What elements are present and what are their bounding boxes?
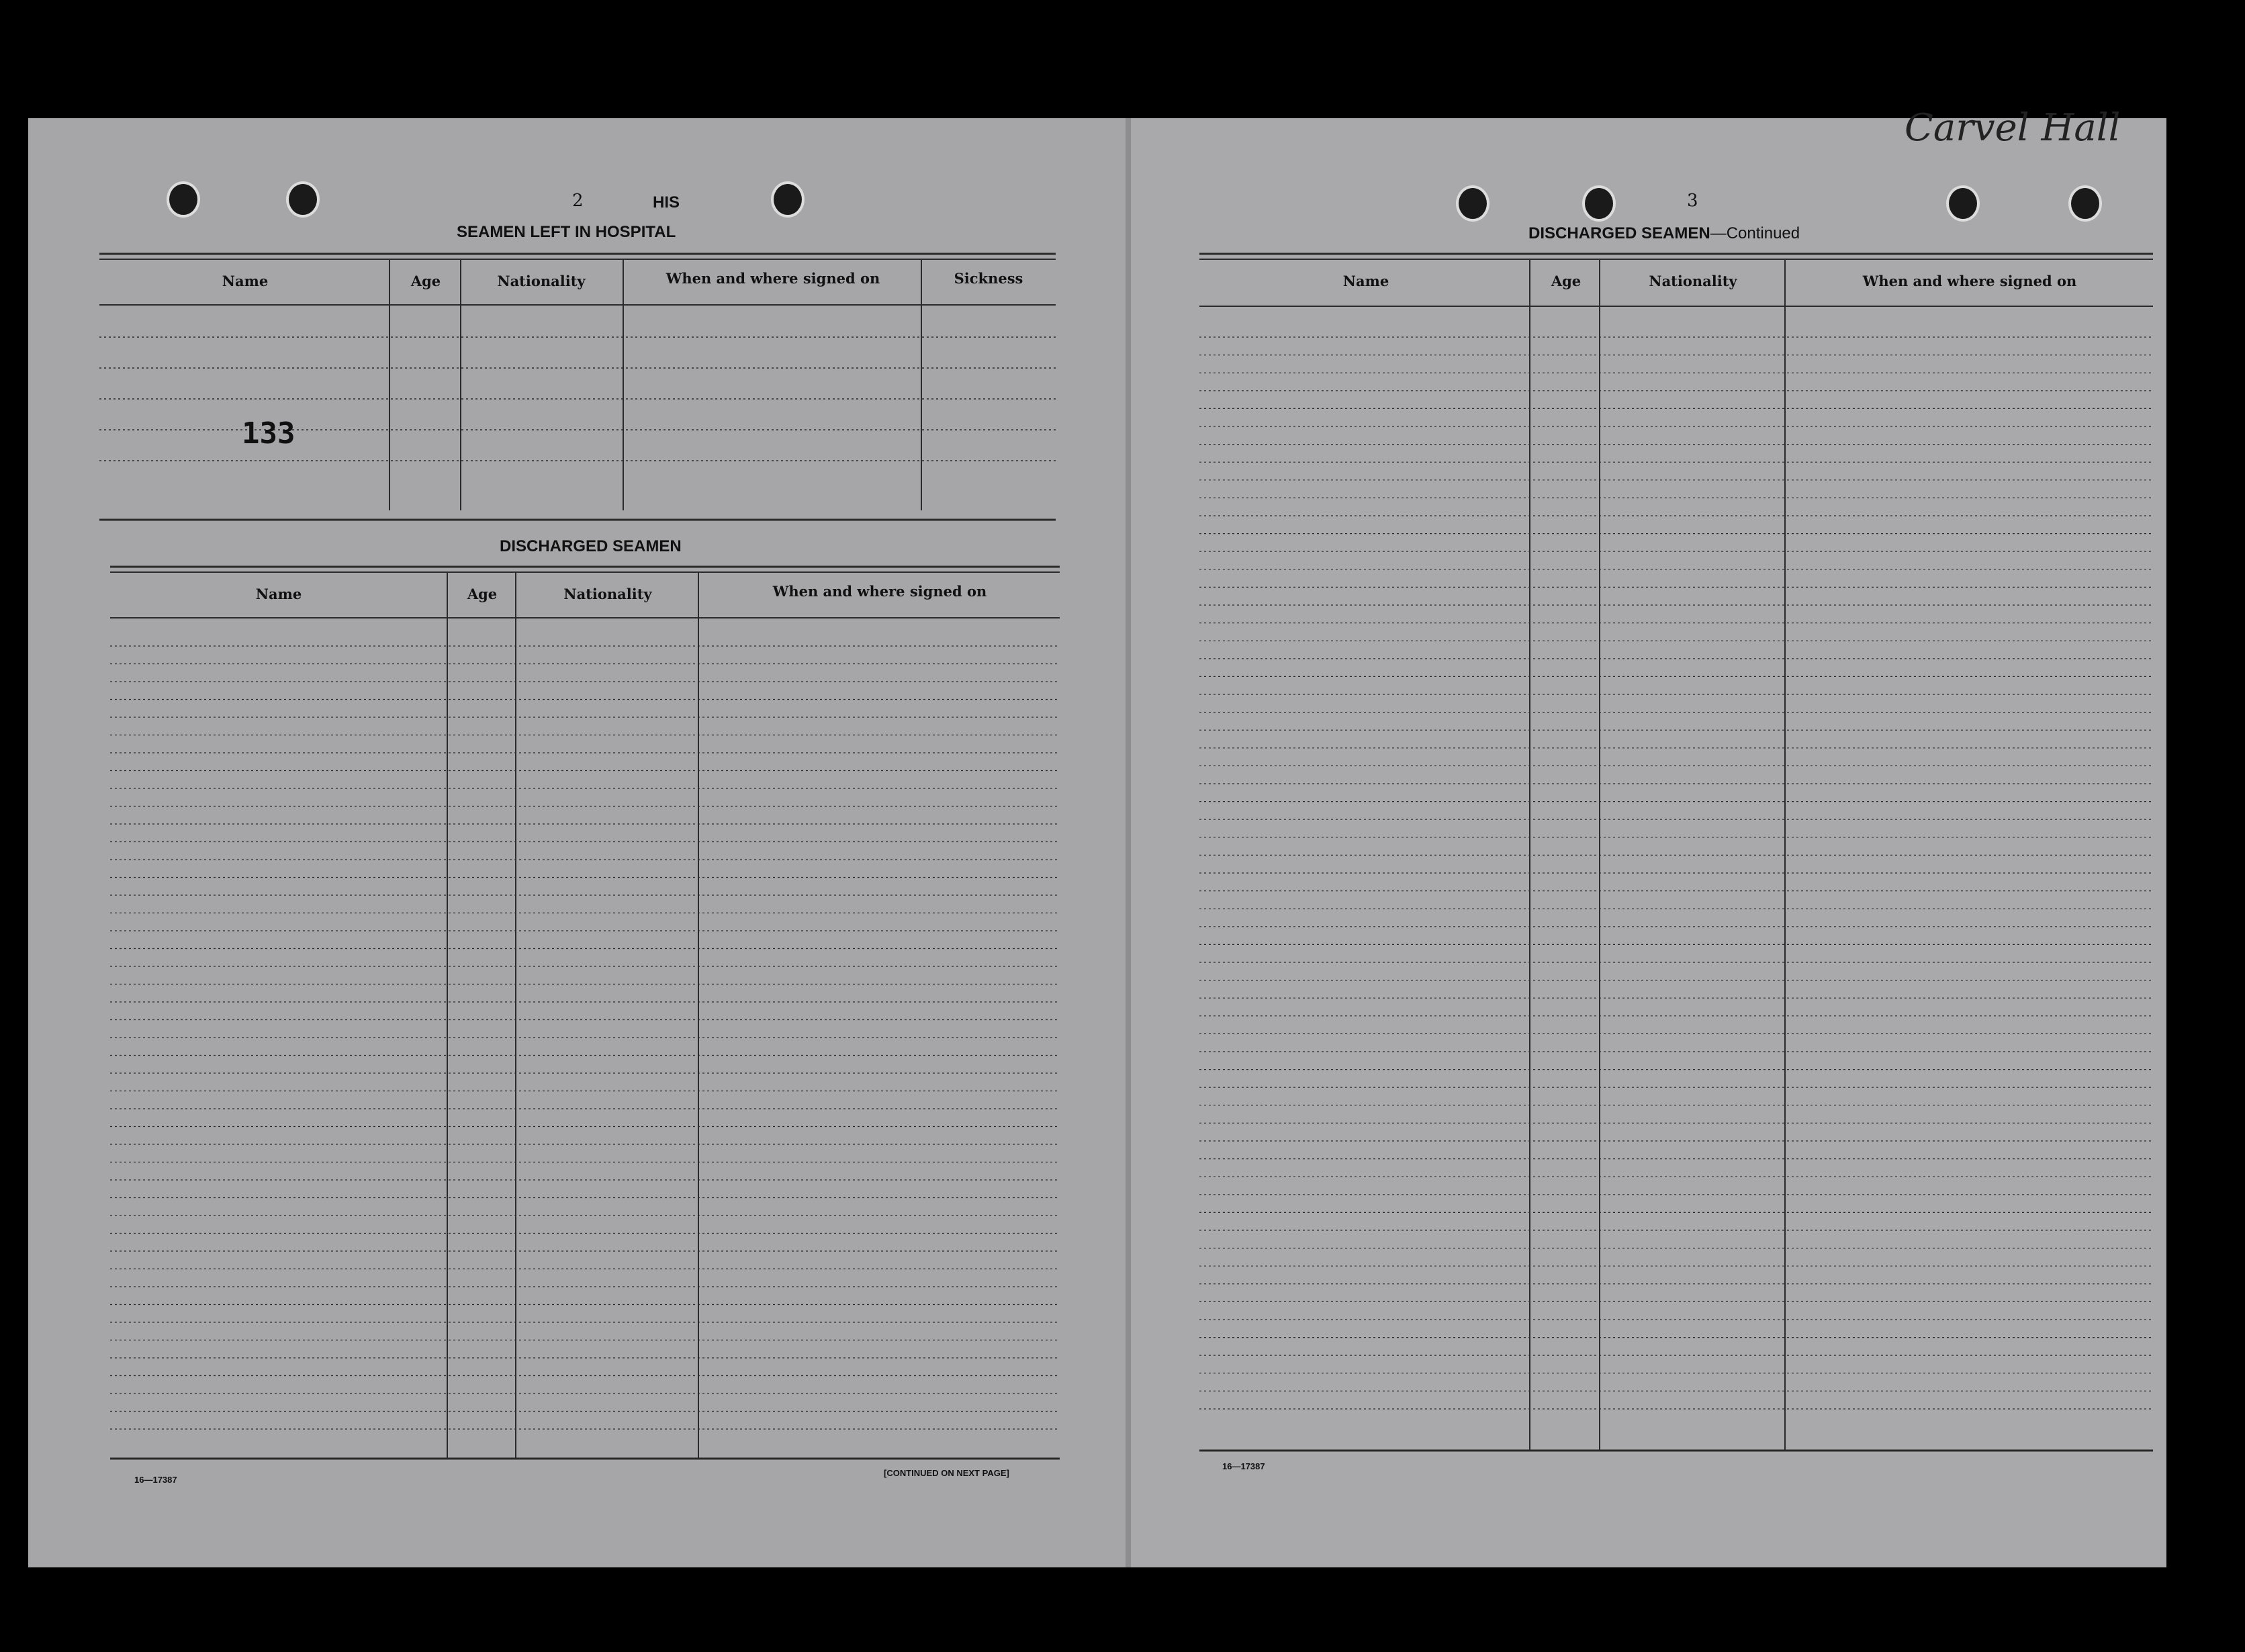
- hospital-section-title: SEAMEN LEFT IN HOSPITAL: [457, 223, 676, 241]
- hospital-col-nationality: Nationality: [497, 273, 586, 289]
- handwritten-note: Carvel Hall: [1905, 106, 2121, 150]
- continued-note: [CONTINUED ON NEXT PAGE]: [884, 1468, 1009, 1478]
- form-number: 16—17387: [134, 1475, 177, 1485]
- continued-col-name: Name: [1342, 273, 1389, 289]
- discharged-col-signed-on: When and where signed on: [772, 583, 987, 600]
- hospital-col-age: Age: [410, 273, 441, 289]
- page-number: 2: [572, 191, 584, 211]
- discharged-col-nationality: Nationality: [563, 586, 652, 602]
- hospital-col-sickness: Sickness: [954, 270, 1023, 287]
- hospital-col-signed-on: When and where signed on: [666, 270, 880, 287]
- continued-col-signed-on: When and where signed on: [1862, 273, 2077, 289]
- stamped-number: 133: [242, 416, 295, 451]
- his-stamp: HIS: [653, 193, 680, 212]
- discharged-section-title: DISCHARGED SEAMEN: [500, 537, 682, 555]
- continued-col-nationality: Nationality: [1649, 273, 1737, 289]
- discharged-col-age: Age: [467, 586, 498, 602]
- page-number: 3: [1687, 191, 1698, 211]
- hospital-col-name: Name: [222, 273, 269, 289]
- continued-section-title: DISCHARGED SEAMEN—Continued: [1528, 224, 1800, 242]
- discharged-col-name: Name: [255, 586, 302, 602]
- form-number: 16—17387: [1222, 1461, 1265, 1471]
- continued-col-age: Age: [1551, 273, 1582, 289]
